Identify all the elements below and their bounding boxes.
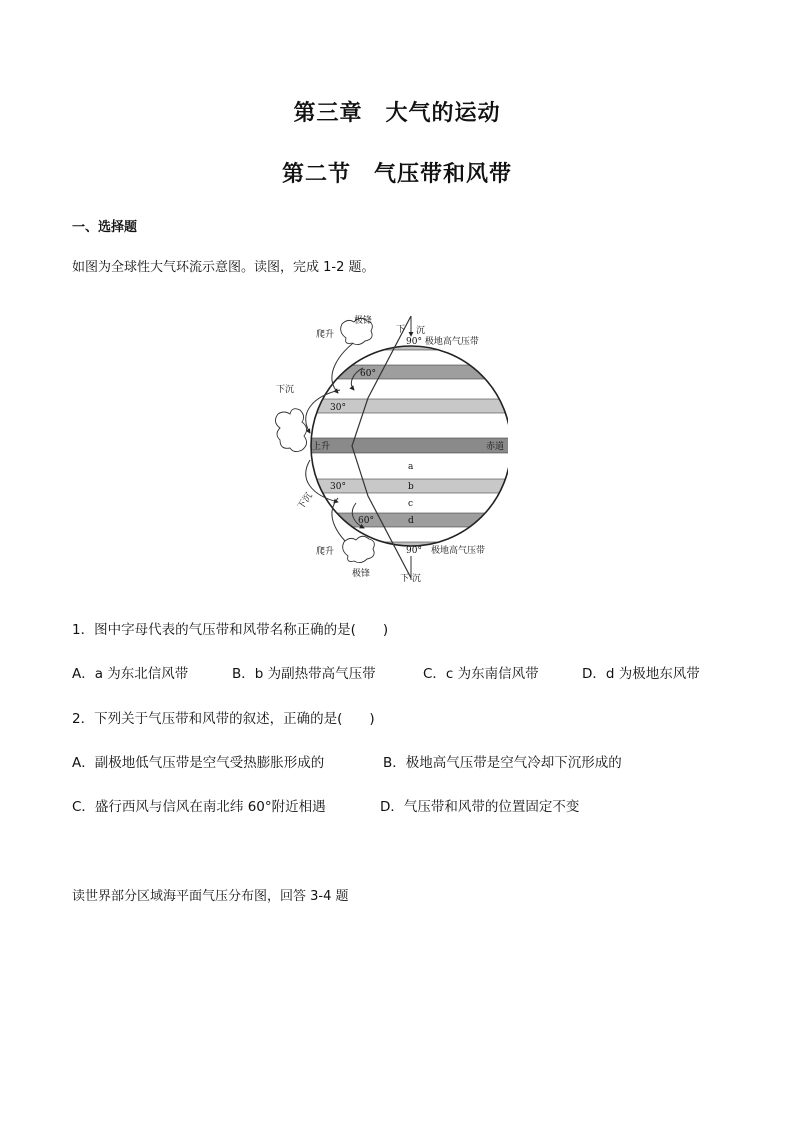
question-2-option-d[interactable]: D．气压带和风带的位置固定不变 xyxy=(380,799,580,815)
label-belt-a: a xyxy=(408,462,414,472)
label-polar-high-bottom: 90° 极地高气压带 xyxy=(406,546,485,556)
part-heading: 一、选择题 xyxy=(72,220,138,235)
label-belt-b: b xyxy=(408,482,414,492)
read-prompt: 读世界部分区域海平面气压分布图，回答 3-4 题 xyxy=(72,889,349,904)
label-descend-top-2: 沉 xyxy=(416,326,426,336)
question-1-stem: 1．图中字母代表的气压带和风带名称正确的是( ) xyxy=(72,622,389,638)
circulation-diagram xyxy=(268,298,508,588)
label-lat30-bottom: 30° xyxy=(330,482,346,492)
question-1-option-a[interactable]: A．a 为东北信风带 xyxy=(72,666,189,682)
question-2-option-b[interactable]: B．极地高气压带是空气冷却下沉形成的 xyxy=(383,755,622,771)
label-ascend-bottom: 爬升 xyxy=(316,547,335,557)
label-ascend-mid: 上升 xyxy=(312,442,331,452)
intro-text: 如图为全球性大气环流示意图。读图，完成 1-2 题。 xyxy=(72,260,375,275)
label-polar-front-top: 极锋 xyxy=(354,316,373,326)
question-2-stem: 2．下列关于气压带和风带的叙述，正确的是( ) xyxy=(72,711,375,727)
label-ascend-top: 爬升 xyxy=(316,330,335,340)
question-1-option-c[interactable]: C．c 为东南信风带 xyxy=(423,666,539,682)
band-equator xyxy=(308,438,508,453)
label-polar-high-top: 90° 极地高气压带 xyxy=(406,337,479,347)
label-descend-left: 下沉 xyxy=(276,385,295,395)
label-equator: 赤道 xyxy=(486,442,505,452)
label-belt-c: c xyxy=(408,499,414,509)
chapter-title: 第三章 大气的运动 xyxy=(293,101,501,126)
label-lat60-top: 60° xyxy=(360,369,376,379)
label-lat60-bottom: 60° xyxy=(358,516,374,526)
label-belt-d: d xyxy=(408,516,414,526)
question-2-option-c[interactable]: C．盛行西风与信风在南北纬 60°附近相遇 xyxy=(72,799,326,815)
label-polar-front-bottom: 极锋 xyxy=(352,569,371,579)
label-descend-mid: 下沉 xyxy=(296,491,315,512)
section-title: 第二节 气压带和风带 xyxy=(281,162,512,187)
label-descend-top-1: 下 xyxy=(396,325,406,335)
question-1-option-d[interactable]: D．d 为极地东风带 xyxy=(582,666,700,682)
question-2-option-a[interactable]: A．副极地低气压带是空气受热膨胀形成的 xyxy=(72,755,325,771)
question-1-option-b[interactable]: B．b 为副热带高气压带 xyxy=(232,666,376,682)
label-descend-bottom: 下 沉 xyxy=(400,574,421,584)
label-lat30-top: 30° xyxy=(330,403,346,413)
